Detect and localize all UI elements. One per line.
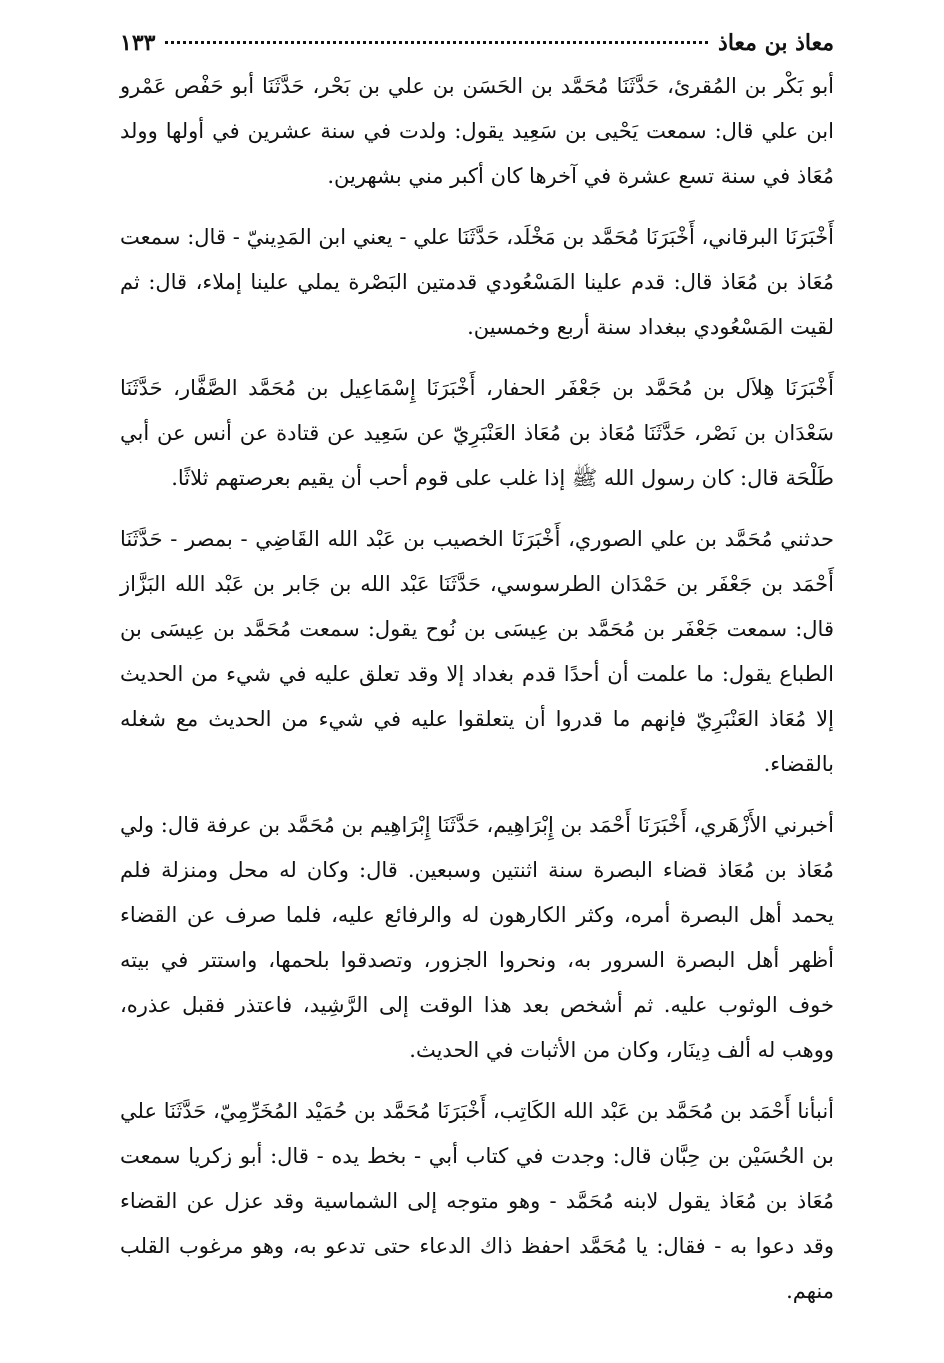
running-header xyxy=(120,30,834,64)
paragraph-4: حدثني مُحَمَّد بن علي الصوري، أَخْبَرَنَا الخصيب بن عَبْد الله القَاضِي - بمصر - حَدَّثَنَا أَحْمَد بن جَعْفَر بن حَمْدَان الطرسوسي، حَدَّثَنَا عَبْد الله بن جَابر بن عَبْد الله البَزَّاز قال: سمعت جَعْفَر بن مُحَمَّد بن عِيسَى بن نُوح يقول: سمعت مُحَمَّد بن عِيسَى بن الطباع يقول: ما علمت أن أحدًا قدم بغداد إلا وقد تعلق عليه في شيء من الحديث إلا مُعَاذ العَنْبَرِيّ فإنهم ما قدروا أن يتعلقوا عليه في شيء من الحديث مع شغله بالقضاء. xyxy=(120,527,834,776)
paragraph-2: أَخْبَرَنَا البرقاني، أَخْبَرَنَا مُحَمَّد بن مَخْلَد، حَدَّثَنَا علي - يعني ابن المَدِينيّ - قال: سمعت مُعَاذ بن مُعَاذ قال: قدم علينا المَسْعُودي قدمتين البَصْرة يملي علينا إملاء، قال: ثم لقيت المَسْعُودي ببغداد سنة أربع وخمسين. xyxy=(120,225,834,339)
paragraph-3: أَخْبَرَنَا هِلاَل بن مُحَمَّد بن جَعْفَر الحفار، أَخْبَرَنَا إِسْمَاعِيل بن مُحَمَّد الصَّفَّار، حَدَّثَنَا سَعْدَان بن نَصْر، حَدَّثَنَا مُعَاذ بن مُعَاذ العَنْبَرِيّ عن سَعِيد عن قتادة عن أنس عن أبي طَلْحَة قال: كان رسول الله ﷺ إذا غلب على قوم أحب أن يقيم بعرصتهم ثلاثًا. xyxy=(120,376,834,490)
paragraph-6: أنبأنا أَحْمَد بن مُحَمَّد بن عَبْد الله الكَاتِب، أَخْبَرَنَا مُحَمَّد بن حُمَيْد المُخَرِّمِيّ، حَدَّثَنَا علي بن الحُسَيْن بن حِبَّان قال: وجدت في كتاب أبي - بخط يده - قال: أبو زكريا سمعت مُعَاذ بن مُعَاذ يقول لابنه مُحَمَّد - وهو متوجه إلى الشماسية وقد عزل عن القضاء وقد دعوا به - فقال: يا مُحَمَّد احفظ ذاك الدعاء حتى تدعو به، وهو مرغوب القلب منهم. xyxy=(120,1099,834,1303)
dotted-leader xyxy=(165,41,708,44)
running-title: معاذ بن معاذ xyxy=(718,30,834,56)
book-page xyxy=(120,30,834,1314)
paragraph-1: أبو بَكْر بن المُقرئ، حَدَّثَنَا مُحَمَّد بن الحَسَن بن علي بن بَحْر، حَدَّثَنَا أبو حَفْص عَمْرو ابن علي قال: سمعت يَحْيى بن سَعِيد يقول: ولدت في سنة عشرين في أولها وولد مُعَاذ في سنة تسع عشرة في آخرها كان أكبر مني بشهرين. xyxy=(120,74,834,188)
paragraph-5: أخبرني الأَزْهَري، أَخْبَرَنَا أَحْمَد بن إِبْرَاهِيم، حَدَّثَنَا إِبْرَاهِيم بن مُحَمَّد بن عرفة قال: ولي مُعَاذ بن مُعَاذ قضاء البصرة سنة اثنتين وسبعين. قال: وكان له محل ومنزلة فلم يحمد أهل البصرة أمره، وكثر الكارهون له والرفائع عليه، فلما صرف عن القضاء أظهر أهل البصرة السرور به، ونحروا الجزور، وتصدقوا بلحمها، واستتر في بيته خوف الوثوب عليه. ثم أشخص بعد هذا الوقت إلى الرَّشِيد، فاعتذر فقبل عذره، ووهب له ألف دِينَار، وكان من الأثبات في الحديث. xyxy=(120,813,834,1062)
body-text xyxy=(120,64,834,1314)
page-number: ١٣٣ xyxy=(120,30,156,56)
